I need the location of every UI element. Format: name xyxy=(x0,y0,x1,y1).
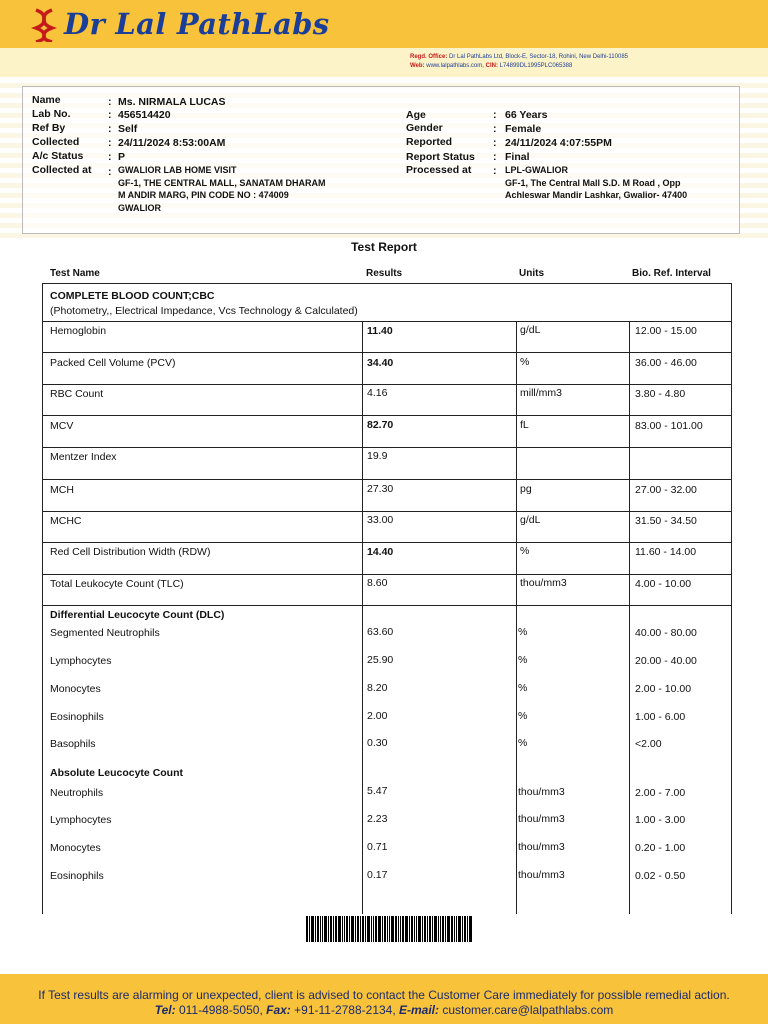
alc-ref: 0.02 - 0.50 xyxy=(635,870,686,882)
fax-number: +91-11-2788-2134, xyxy=(290,1003,396,1017)
processed-at-line-1: LPL-GWALIOR xyxy=(505,165,568,175)
alc-unit: thou/mm3 xyxy=(518,841,565,853)
alc-result: 0.17 xyxy=(367,869,388,881)
gender: Female xyxy=(505,123,542,135)
tel-number: 011-4988-5050, xyxy=(175,1003,263,1017)
test-ref: 12.00 - 15.00 xyxy=(635,325,697,337)
registered-office: Regd. Office: Dr Lal PathLabs Ltd, Block-E, Sector-18, Rohini, New Delhi-110085 xyxy=(410,54,628,60)
collected-at-line-3: M ANDIR MARG, PIN CODE NO : 474009 xyxy=(118,190,289,200)
alc-name: Eosinophils xyxy=(50,870,104,882)
tel-label: Tel: xyxy=(154,1003,176,1017)
test-unit: g/dL xyxy=(520,324,541,336)
alc-ref: 2.00 - 7.00 xyxy=(635,787,686,799)
alc-unit: thou/mm3 xyxy=(518,786,565,798)
report-status: Final xyxy=(505,151,530,163)
row-divider xyxy=(43,605,731,606)
alc-result: 0.71 xyxy=(367,841,388,853)
row-divider xyxy=(43,352,731,353)
collected-at-line-2: GF-1, THE CENTRAL MALL, SANATAM DHARAM xyxy=(118,178,326,188)
alc-name: Monocytes xyxy=(50,842,101,854)
age-label: Age xyxy=(406,109,426,121)
patient-name: Ms. NIRMALA LUCAS xyxy=(118,96,226,108)
collected-time: 24/11/2024 8:53:00AM xyxy=(118,137,226,149)
row-divider xyxy=(43,447,731,448)
collected-label: Collected xyxy=(32,136,80,148)
dlc-title: Differential Leucocyte Count (DLC) xyxy=(50,609,225,621)
test-ref: 4.00 - 10.00 xyxy=(635,578,692,590)
dlc-name: Eosinophils xyxy=(50,711,104,723)
ac-status: P xyxy=(118,151,126,163)
test-name: MCHC xyxy=(50,515,82,527)
test-name: MCH xyxy=(50,484,74,496)
dlc-ref: <2.00 xyxy=(635,738,662,750)
column-divider xyxy=(362,321,363,914)
alc-unit: thou/mm3 xyxy=(518,813,565,825)
colon: : xyxy=(108,151,112,163)
column-header-test: Test Name xyxy=(50,268,100,279)
fax-label: Fax: xyxy=(262,1003,291,1017)
colon: : xyxy=(493,137,497,149)
column-divider xyxy=(516,321,517,914)
row-divider xyxy=(43,415,731,416)
dlc-unit: % xyxy=(518,737,528,749)
dlc-unit: % xyxy=(518,710,528,722)
alc-unit: thou/mm3 xyxy=(518,869,565,881)
dlc-unit: % xyxy=(518,626,528,638)
processed-at-line-2: GF-1, The Central Mall S.D. M Road , Opp xyxy=(505,178,681,188)
colon: : xyxy=(108,96,112,108)
dlc-unit: % xyxy=(518,682,528,694)
alc-ref: 0.20 - 1.00 xyxy=(635,842,686,854)
row-divider xyxy=(43,384,731,385)
row-divider xyxy=(43,574,731,575)
test-ref: 83.00 - 101.00 xyxy=(635,420,703,432)
test-ref: 36.00 - 46.00 xyxy=(635,357,697,369)
test-unit: g/dL xyxy=(520,514,541,526)
row-divider xyxy=(43,511,731,512)
dlc-ref: 1.00 - 6.00 xyxy=(635,711,686,723)
dlc-name: Segmented Neutrophils xyxy=(50,627,160,639)
test-name: Hemoglobin xyxy=(50,325,107,337)
lab-no: 456514420 xyxy=(118,109,171,121)
patient-info-box xyxy=(22,86,740,234)
test-ref: 11.60 - 14.00 xyxy=(635,546,697,558)
alc-title: Absolute Leucocyte Count xyxy=(50,767,184,779)
collected-at-line-1: GWALIOR LAB HOME VISIT xyxy=(118,165,237,175)
dlc-name: Lymphocytes xyxy=(50,655,112,667)
age: 66 Years xyxy=(505,109,548,121)
colon: : xyxy=(108,166,112,178)
test-unit: mill/mm3 xyxy=(520,387,562,399)
email-address: customer.care@lalpathlabs.com xyxy=(439,1003,614,1017)
test-unit: thou/mm3 xyxy=(520,577,567,589)
column-header-results: Results xyxy=(366,268,403,279)
column-header-ref: Bio. Ref. Interval xyxy=(632,268,711,279)
test-name: Mentzer Index xyxy=(50,451,117,463)
test-result: 8.60 xyxy=(367,577,388,589)
colon: : xyxy=(493,165,497,177)
office-band xyxy=(0,48,768,77)
barcode-icon xyxy=(306,916,472,942)
test-unit: fL xyxy=(520,419,529,431)
dlc-ref: 20.00 - 40.00 xyxy=(635,655,697,667)
colon: : xyxy=(108,137,112,149)
alc-name: Lymphocytes xyxy=(50,814,112,826)
test-result: 82.70 xyxy=(367,419,394,431)
report-title: Test Report xyxy=(351,240,417,254)
section-method: (Photometry,, Electrical Impedance, Vcs Technology & Calculated) xyxy=(50,305,358,317)
test-result: 27.30 xyxy=(367,483,394,495)
report-status-label: Report Status xyxy=(406,151,475,163)
test-name: Total Leukocyte Count (TLC) xyxy=(50,578,184,590)
section-title: COMPLETE BLOOD COUNT;CBC xyxy=(50,290,215,302)
dlc-result: 63.60 xyxy=(367,626,394,638)
reported-time: 24/11/2024 4:07:55PM xyxy=(505,137,612,149)
alc-name: Neutrophils xyxy=(50,787,104,799)
alc-ref: 1.00 - 3.00 xyxy=(635,814,686,826)
alc-result: 5.47 xyxy=(367,785,388,797)
test-unit: pg xyxy=(520,483,532,495)
dlc-result: 25.90 xyxy=(367,654,394,666)
test-ref: 27.00 - 32.00 xyxy=(635,484,697,496)
dlc-result: 8.20 xyxy=(367,682,388,694)
footer-contacts xyxy=(0,1003,768,1017)
test-name: RBC Count xyxy=(50,388,104,400)
colon: : xyxy=(108,109,112,121)
test-result: 14.40 xyxy=(367,546,394,558)
test-ref: 3.80 - 4.80 xyxy=(635,388,686,400)
row-divider xyxy=(43,321,731,322)
dlc-name: Monocytes xyxy=(50,683,101,695)
colon: : xyxy=(493,151,497,163)
test-unit: % xyxy=(520,356,530,368)
ref-by: Self xyxy=(118,123,138,135)
test-result: 33.00 xyxy=(367,514,394,526)
collected-at-label: Collected at xyxy=(32,164,92,176)
name-label: Name xyxy=(32,94,61,106)
test-result: 11.40 xyxy=(367,325,393,337)
dlc-ref: 2.00 - 10.00 xyxy=(635,683,692,695)
alc-result: 2.23 xyxy=(367,813,388,825)
colon: : xyxy=(493,109,497,121)
test-result: 19.9 xyxy=(367,450,388,462)
ref-by-label: Ref By xyxy=(32,122,66,134)
dna-logo-icon xyxy=(30,8,58,42)
ac-status-label: A/c Status xyxy=(32,150,84,162)
dlc-result: 2.00 xyxy=(367,710,388,722)
column-divider xyxy=(629,321,630,914)
test-unit: % xyxy=(520,545,530,557)
brand-name: Dr Lal PathLabs xyxy=(64,7,330,41)
processed-at-label: Processed at xyxy=(406,164,472,176)
test-result: 4.16 xyxy=(367,387,388,399)
test-result: 34.40 xyxy=(367,357,394,369)
dlc-ref: 40.00 - 80.00 xyxy=(635,627,697,639)
lab-no-label: Lab No. xyxy=(32,108,71,120)
dlc-result: 0.30 xyxy=(367,737,388,749)
colon: : xyxy=(108,123,112,135)
email-label: E-mail: xyxy=(395,1003,440,1017)
header-band xyxy=(0,0,768,48)
test-name: MCV xyxy=(50,420,74,432)
test-name: Packed Cell Volume (PCV) xyxy=(50,357,176,369)
row-divider xyxy=(43,479,731,480)
row-divider xyxy=(43,542,731,543)
column-header-units: Units xyxy=(519,268,544,279)
results-table xyxy=(42,283,732,914)
web-cin: Web: www.lalpathlabs.com, CIN: L74899DL1995PLC065388 xyxy=(410,63,573,69)
reported-label: Reported xyxy=(406,136,453,148)
footer-advisory: If Test results are alarming or unexpected, client is advised to contact the Customer Care immediately for possible remedial action. xyxy=(38,988,730,1002)
collected-at-line-4: GWALIOR xyxy=(118,203,161,213)
dlc-unit: % xyxy=(518,654,528,666)
colon: : xyxy=(493,123,497,135)
test-name: Red Cell Distribution Width (RDW) xyxy=(50,546,211,558)
test-ref: 31.50 - 34.50 xyxy=(635,515,697,527)
processed-at-line-3: Achleswar Mandir Lashkar, Gwalior- 47400 xyxy=(505,190,688,200)
footer-band xyxy=(0,974,768,1024)
gender-label: Gender xyxy=(406,122,443,134)
dlc-name: Basophils xyxy=(50,738,96,750)
